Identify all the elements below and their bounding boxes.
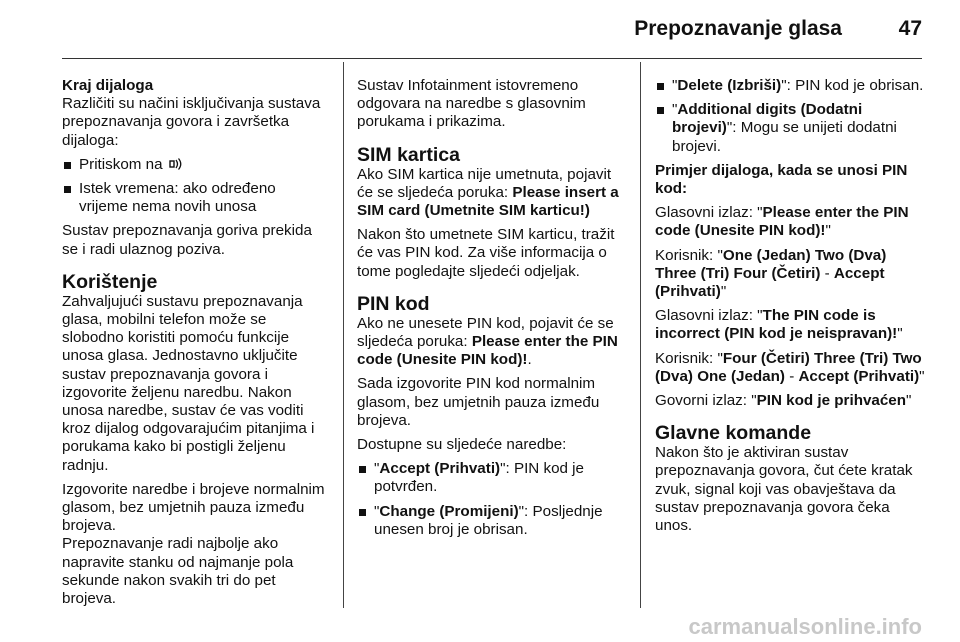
message-text: Please enter the PIN code (Unesite PIN kod)! (357, 333, 618, 369)
page-title: Prepoznavanje glasa (634, 17, 842, 40)
voice-command-icon (169, 158, 183, 170)
dialog-line: Govorni izlaz: "PIN kod je prihvaćen" (655, 392, 912, 410)
speaker-label: Korisnik: (655, 349, 718, 367)
paragraph: Prepoznavanje radi najbolje ako napravite stanku od najmanje pola sekunde nakon svakih tri do pet brojeva. (62, 535, 294, 608)
section-heading-glavne: Glavne komande (655, 422, 812, 445)
text: . (527, 351, 532, 369)
bullet-list (62, 156, 328, 217)
message-text: Please insert a SIM card (Umetnite SIM karticu!) (357, 183, 619, 220)
speaker-label: Glasovni izlaz: (655, 204, 758, 222)
dialog-text: PIN kod je prihvaćen (756, 392, 907, 410)
section-heading-pin: PIN kod (357, 292, 430, 315)
paragraph: Sustav prepoznavanja goriva prekida se i radi ulaznog poziva. (62, 222, 312, 258)
paragraph: Nakon što je aktiviran sustav prepoznavanja govora, čut ćete kratak zvuk, signal koji vas obavještava da sustav prepoznavanja govora čeka unos. (655, 444, 913, 535)
paragraph: Različiti su načini isključivanja sustava prepoznavanja govora i završetka dijaloga: (62, 95, 321, 149)
command-text: Delete (Izbriši) (677, 77, 782, 94)
dialog-line: Glasovni izlaz: "Please enter the PIN code (Unesite PIN kod)!" (655, 204, 909, 240)
dialog-line: Korisnik: "One (Jedan) Two (Dva) Three (Tri) Four (Četiri) - Accept (Prihvati)" (655, 246, 887, 301)
paragraph: Izgovorite naredbe i brojeve normalnim glasom, bez umjetnih pauza između brojeva. (62, 480, 325, 535)
subheading-primjer: Primjer dijaloga, kada se unosi PIN kod: (655, 161, 908, 198)
command-text: Accept (Prihvati) (379, 460, 501, 478)
command-text: Change (Promijeni) (379, 502, 519, 520)
text: : PIN kod je obrisan. (786, 77, 924, 94)
dialog-text: Accept (Prihvati) (798, 367, 920, 385)
paragraph (357, 166, 625, 221)
text: : Posljednje unesen broj je obrisan. (374, 502, 603, 538)
text: Ako ne unesete PIN kod, pojavit će se sljedeća poruka: (357, 314, 614, 351)
text: Ako SIM kartica nije umetnuta, pojavit će se sljedeća poruka: (357, 165, 612, 201)
header-rule (62, 58, 922, 59)
paragraph: Zahvaljujući sustavu prepoznavanja glasa, mobilni telefon može se slobodno koristiti pomoću funkcije unosa glasa. Jednostavno uključite sustav prepoznavanja govora i izgovorite željenu naredbu. Nakon unosa naredbe, sustav će vas voditi kroz dijalog odgovarajućim pitanjima i porukama kako bi postigli željenu radnju. (62, 292, 315, 474)
command-list (357, 460, 625, 539)
list-item: Istek vremena: ako određeno vrijeme nema novih unosa (62, 180, 328, 216)
list-item: "Change (Promijeni)": Posljednje unesen broj je obrisan. (357, 503, 625, 539)
dialog-text: The PIN code is incorrect (PIN kod je neispravan)! (655, 307, 898, 343)
list-item (62, 156, 328, 174)
separator: - (820, 264, 834, 282)
dialog-text: Please enter the PIN code (Unesite PIN kod)! (655, 204, 909, 240)
separator: - (784, 367, 799, 385)
list-item: "Additional digits (Dodatni brojevi)": Mogu se unijeti dodatni brojevi. (655, 101, 925, 156)
text: : PIN kod je potvrđen. (374, 460, 585, 496)
column-2 (357, 77, 625, 545)
command-list (655, 77, 925, 156)
dialog-text: Four (Četiri) Three (Tri) Two (Dva) One (Jedan) (655, 349, 922, 385)
list-item: "Delete (Izbriši)": PIN kod je obrisan. (655, 77, 925, 95)
section-heading-koristenje: Korištenje (62, 270, 158, 293)
page-header (0, 0, 960, 62)
list-item: "Accept (Prihvati)": PIN kod je potvrđen. (357, 460, 625, 496)
text: : Mogu se unijeti dodatni brojevi. (672, 119, 897, 155)
section-heading-sim: SIM kartica (357, 143, 460, 166)
page-number: 47 (898, 17, 922, 40)
speaker-label: Govorni izlaz: (655, 392, 752, 410)
dialog-line: Korisnik: "Four (Četiri) Three (Tri) Two (Dva) One (Jedan) - Accept (Prihvati)" (655, 349, 925, 385)
column-3 (655, 77, 925, 541)
dialog-line: Glasovni izlaz: "The PIN code is incorrect (PIN kod je neispravan)!" (655, 307, 903, 343)
section-heading-kraj: Kraj dijaloga (62, 77, 154, 94)
speaker-label: Korisnik: (655, 246, 718, 264)
dialog-text: One (Jedan) Two (Dva) Three (Tri) Four (Četiri) (655, 246, 887, 282)
watermark: carmanualsonline.info (688, 614, 922, 639)
paragraph: Sustav Infotainment istovremeno odgovara na naredbe s glasovnim porukama i prikazima. (357, 77, 586, 131)
speaker-label: Glasovni izlaz: (655, 307, 758, 325)
column-separator (343, 62, 344, 608)
dialog-text: Accept (Prihvati) (655, 264, 885, 301)
command-text: Additional digits (Dodatni brojevi) (672, 101, 863, 137)
column-separator (640, 62, 641, 608)
list-item-text: Pritiskom na (79, 155, 163, 173)
column-1 (62, 77, 328, 614)
paragraph: Sada izgovorite PIN kod normalnim glasom, bez umjetnih pauza između brojeva. (357, 375, 600, 429)
paragraph (357, 315, 625, 370)
paragraph: Dostupne su sljedeće naredbe: (357, 436, 567, 454)
paragraph: Nakon što umetnete SIM karticu, tražit će vas PIN kod. Za više informacija o tome pogledajte sljedeći odjeljak. (357, 226, 615, 280)
